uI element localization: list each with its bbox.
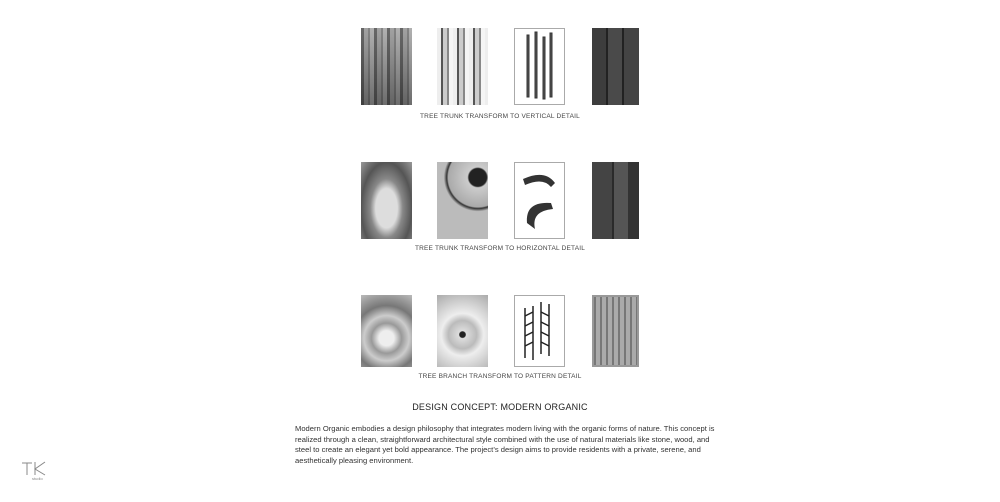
row-caption: TREE TRUNK TRANSFORM TO VERTICAL DETAIL [420,113,580,120]
horizontal-curve-sketch [514,162,565,239]
forest-photo [361,28,412,105]
horizontal-cladding-render [592,162,639,239]
herringbone-screen-sketch [514,295,565,367]
concept-title: DESIGN CONCEPT: MODERN ORGANIC [412,402,588,412]
concept-description: Modern Organic embodies a design philosophy that integrates modern living with the organic forms of nature. This concept is realized through a clean, straightforward architectural style combined with the use of natural materials like stone, wood, and steel to create an elegant yet bold appearance. The project’s design aims to provide residents with a private, serene, and aesthetically pleasing environment. [295,424,715,465]
vertical-fin-sketch [514,28,565,105]
row-caption: TREE TRUNK TRANSFORM TO HORIZONTAL DETAIL [414,245,586,252]
branch-leaf-photo [437,295,488,367]
branch-canopy-photo [361,295,412,367]
vertical-cladding-render [592,28,639,105]
trunk-curve-photo [437,162,488,239]
svg-text:studio: studio [32,476,43,481]
studio-logo [18,460,48,482]
row-caption: TREE BRANCH TRANSFORM TO PATTERN DETAIL [418,373,582,380]
trunk-vertical-photo [437,28,488,105]
pattern-panel-render [592,295,639,367]
stump-photo [361,162,412,239]
